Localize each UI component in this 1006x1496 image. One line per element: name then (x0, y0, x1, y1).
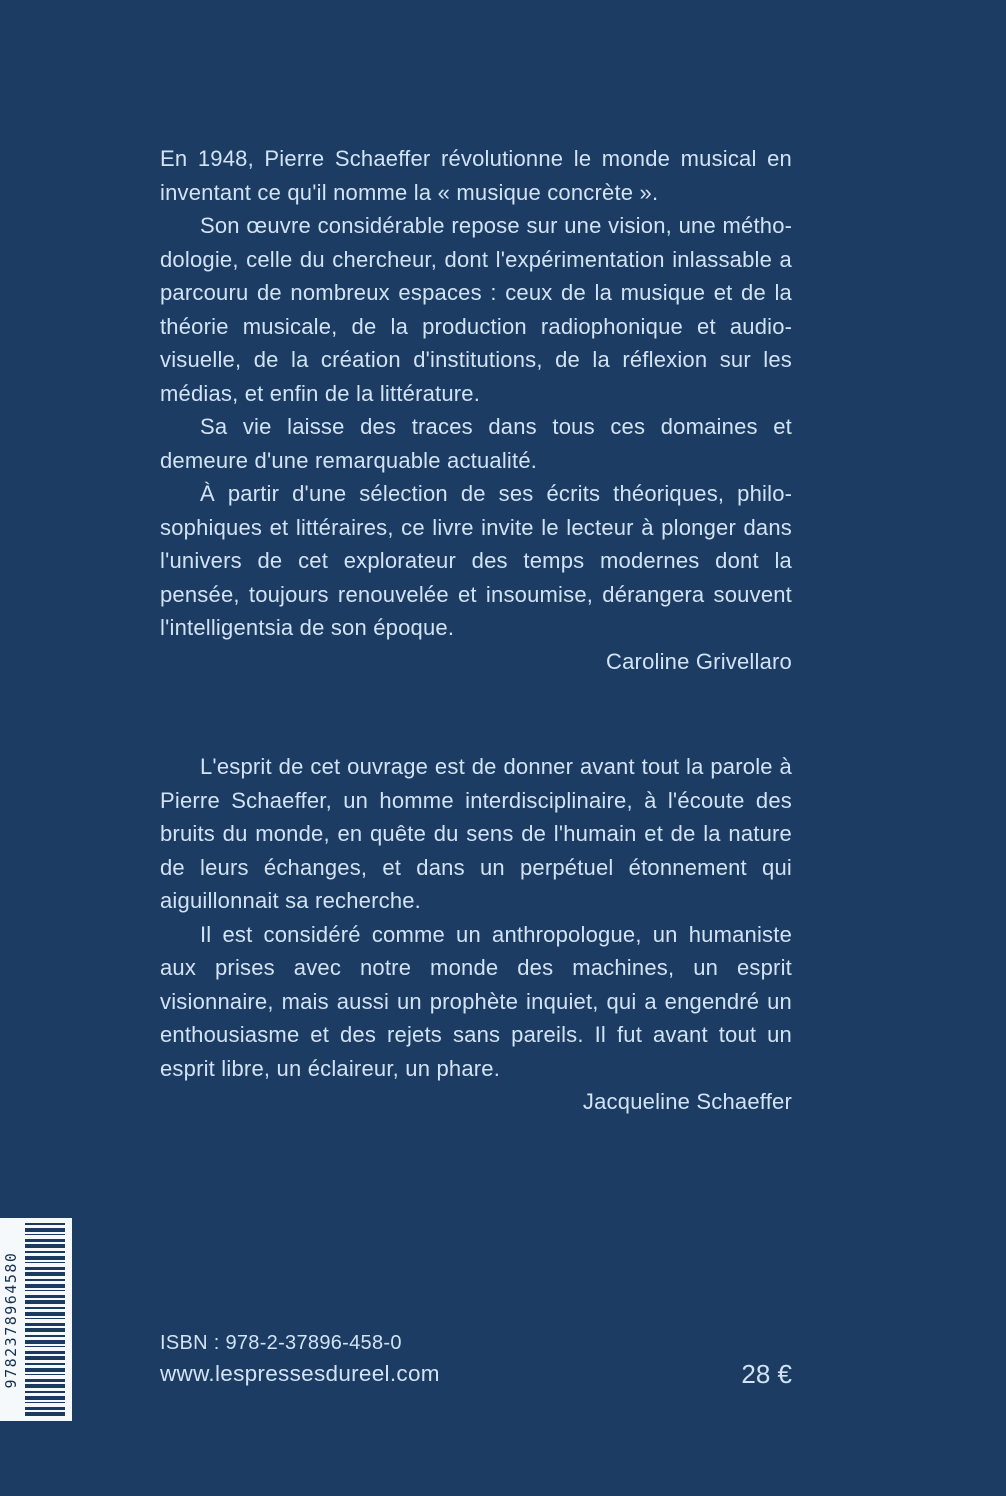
paragraph: L'esprit de cet ouvrage est de donner avant tout la parole à Pierre Schaeffer, un homme interdisciplinaire, à l'écoute des bruits du monde, en quête du sens de l'humain et de la nature de leurs échanges, et dans un perpétuel étonnement qui aiguillonnait sa recherche. (160, 754, 792, 913)
barcode (0, 1218, 72, 1421)
signature-caroline-grivellaro: Caroline Grivellaro (606, 648, 792, 674)
paragraph: À partir d'une sélection de ses écrits théoriques, philosophiques et littéraires, ce livre invite le lecteur à plonger dans l'univers de cet explorateur des temps modernes dont la pensée, toujours renouvelée et insoumise, dérangera souvent l'intelligentsia de son époque. (160, 481, 792, 640)
blurb-jacqueline (160, 750, 792, 1119)
footer-left (160, 1328, 440, 1390)
publisher-website: www.lespressesdureel.com (160, 1361, 440, 1386)
back-cover-text (160, 142, 792, 1119)
barcode-number: 9782378964580 (2, 1251, 20, 1388)
paragraph: Il est considéré comme un anthropologue, un humaniste aux prises avec notre monde des machines, un esprit visionnaire, mais aussi un prophète inquiet, qui a engendré un enthousiasme et des rejets sans pareils. Il fut avant tout un esprit libre, un éclaireur, un phare. (160, 921, 792, 1081)
signature-jacqueline-schaeffer: Jacqueline Schaeffer (582, 1089, 792, 1114)
isbn-text: ISBN : 978-2-37896-458-0 (160, 1332, 402, 1354)
blurb-caroline (160, 142, 792, 678)
paragraph: Son œuvre considérable repose sur une vision, une méthodologie, celle du chercheur, dont l'expérimentation inlassable a parcouru de nombreux espaces : ceux de la musique et de la théorie musicale, de la production radiophonique et audiovisuelle, de la création d'institutions, de la réflexion sur les médias, et enfin de la littérature. (160, 213, 792, 406)
barcode-bars-icon (25, 1223, 65, 1416)
footer (160, 1328, 792, 1390)
paragraph: Sa vie laisse des traces dans tous ces domaines et demeure d'une remarquable actualité. (160, 414, 792, 473)
price: 28 € (741, 1359, 792, 1389)
paragraph: En 1948, Pierre Schaeffer révolutionne le monde musical en inventant ce qu'il nomme la « musique concrète ». (160, 146, 792, 205)
